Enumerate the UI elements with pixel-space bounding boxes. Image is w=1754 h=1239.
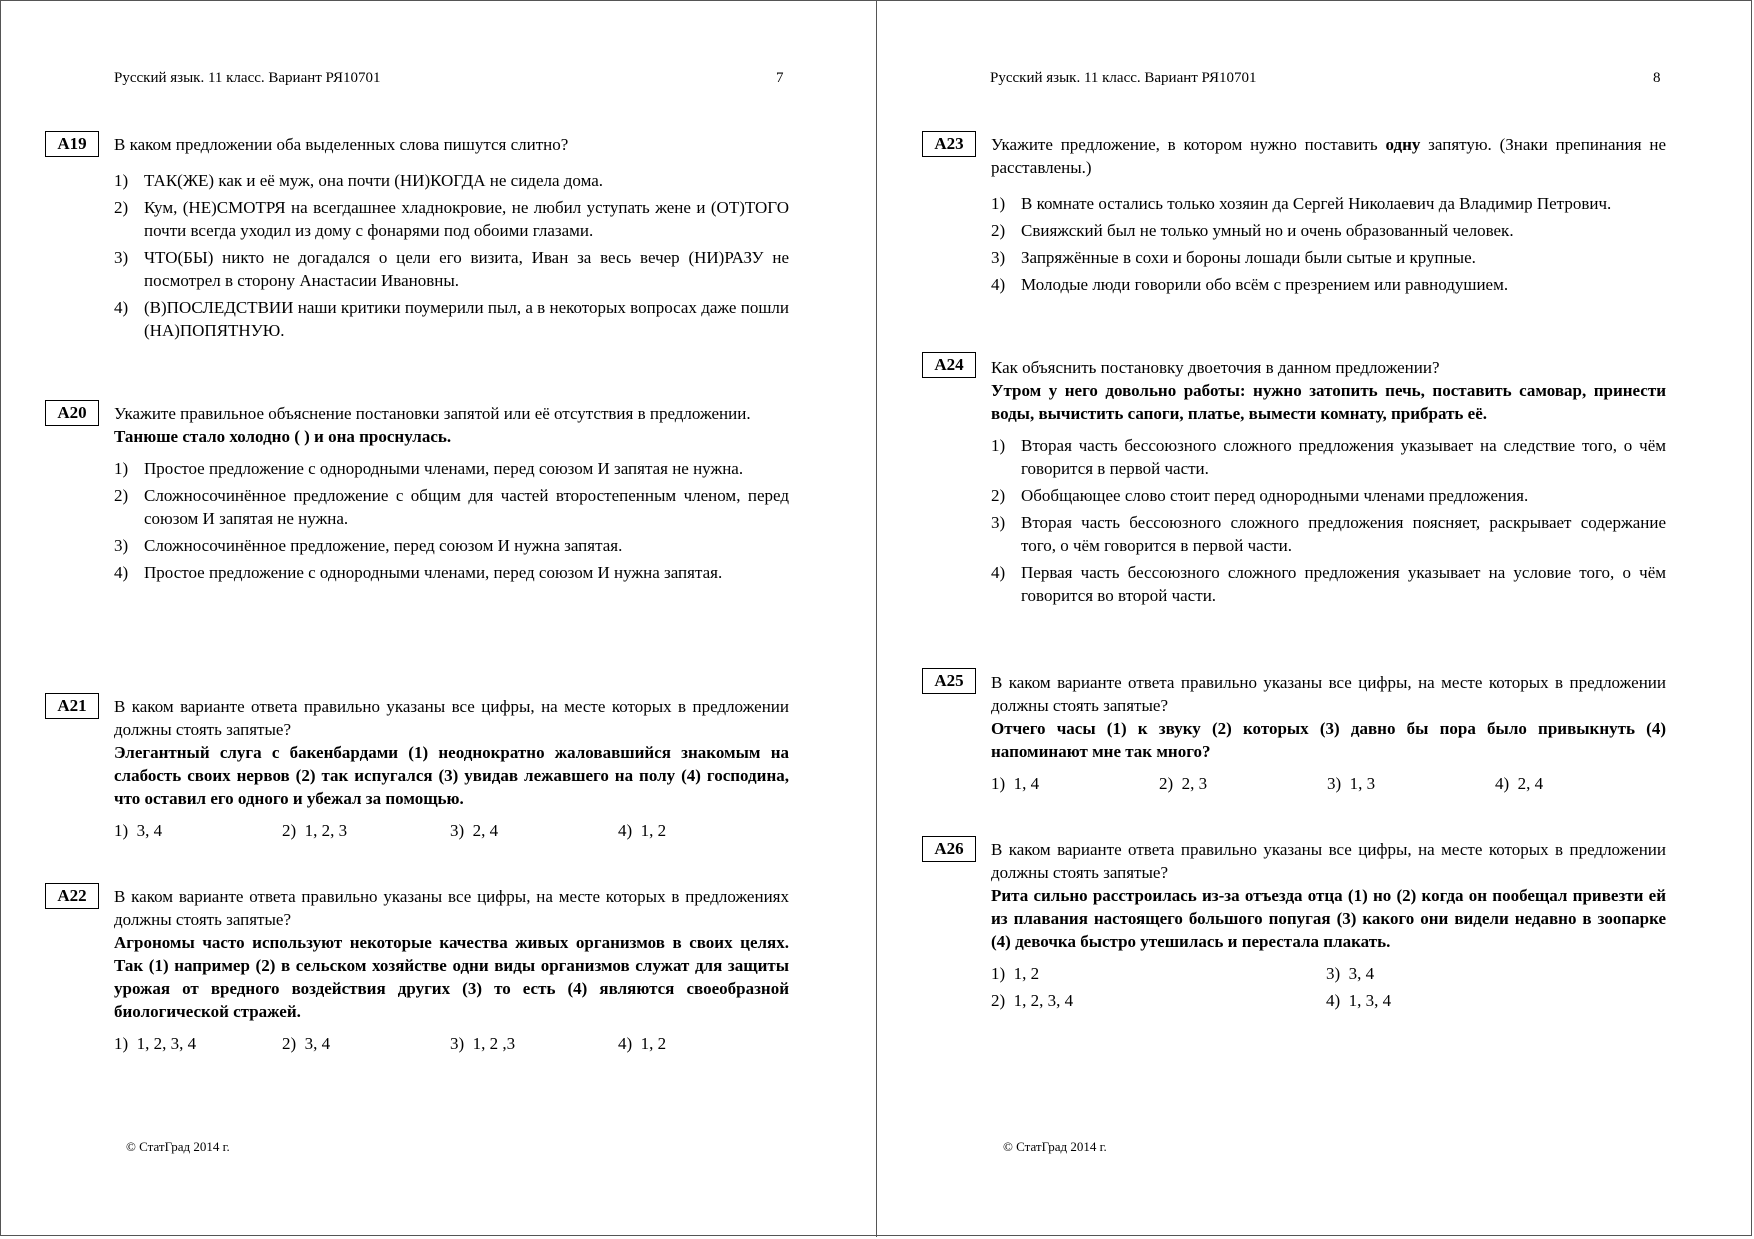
answer-option: 1) 3, 4	[114, 821, 163, 840]
right-page	[877, 0, 1753, 1237]
question-stem: В каком варианте ответа правильно указаны все цифры, на месте которых в предложении должны стоять запятые?	[114, 697, 789, 739]
page-footer: © СтатГрад 2014 г.	[126, 1139, 230, 1154]
question-sentence: Рита сильно расстроилась из-за отъезда отца (1) но (2) когда он пообещал привезти ей из плавания настоящего большого попугая (3) какого они видели недавно в зоопарке (4) девочка быстро утешилась и перестала плакать.	[991, 886, 1666, 951]
option: 1) Вторая часть бессоюзного сложного предложения указывает на следствие того, о чём говорится в первой части.	[991, 436, 1666, 478]
page-footer: © СтатГрад 2014 г.	[1003, 1139, 1107, 1154]
option: 1) ТАК(ЖЕ) как и её муж, она почти (НИ)КОГДА не сидела дома.	[114, 171, 604, 190]
question-stem: В каком варианте ответа правильно указаны все цифры, на месте которых в предложении должны стоять запятые?	[991, 673, 1666, 715]
option: 3) ЧТО(БЫ) никто не догадался о цели его визита, Иван за весь вечер (НИ)РАЗУ не посмотрел в сторону Анастасии Ивановны.	[114, 248, 789, 290]
answer-option: 1) 1, 2, 3, 4	[114, 1034, 197, 1053]
answer-option: 4) 2, 4	[1495, 774, 1544, 793]
question-number: A22	[45, 883, 99, 909]
question-stem: Укажите правильное объяснение постановки запятой или её отсутствия в предложении.	[114, 404, 751, 423]
answer-row	[114, 1032, 789, 1055]
question-stem: В каком предложении оба выделенных слова пишутся слитно?	[114, 135, 569, 154]
running-header: Русский язык. 11 класс. Вариант РЯ10701	[990, 70, 1257, 86]
question-sentence: Элегантный слуга с бакенбардами (1) неоднократно жаловавшийся знакомым на слабость своих нервов (2) так испугался (3) увидав лежавшего на полу (4) господина, что оставил его одного и убежал за помощью.	[114, 743, 789, 808]
answer-option: 2) 1, 2, 3, 4	[991, 991, 1074, 1010]
question-number: A25	[922, 668, 976, 694]
answer-option: 3) 2, 4	[450, 821, 499, 840]
option: 4) Молодые люди говорили обо всём с презрением или равнодушием.	[991, 275, 1509, 294]
page-number: 8	[1653, 70, 1661, 86]
question-number: A23	[922, 131, 976, 157]
question-sentence: Утром у него довольно работы: нужно затопить печь, поставить самовар, принести воды, вычистить сапоги, платье, вымести комнату, прибрать её.	[991, 381, 1666, 423]
answer-option: 4) 1, 2	[618, 821, 667, 840]
option: 3) Запряжённые в сохи и бороны лошади были сытые и крупные.	[991, 248, 1476, 267]
answer-option: 3) 1, 2 ,3	[450, 1034, 516, 1053]
answer-option: 3) 3, 4	[1326, 964, 1375, 983]
option: 1) Простое предложение с однородными членами, перед союзом И запятая не нужна.	[114, 459, 744, 478]
option: 4) Первая часть бессоюзного сложного предложения указывает на условие того, о чём говорится во второй части.	[991, 563, 1666, 605]
answer-option: 1) 1, 4	[991, 774, 1040, 793]
answer-option: 2) 2, 3	[1159, 774, 1208, 793]
answer-row	[114, 819, 789, 842]
question-number: A21	[45, 693, 99, 719]
question-number: A20	[45, 400, 99, 426]
question-sentence: Отчего часы (1) к звуку (2) которых (3) давно бы пора было привыкнуть (4) напоминают мне так много?	[991, 719, 1666, 761]
question-stem: В каком варианте ответа правильно указаны все цифры, на месте которых в предложении должны стоять запятые?	[991, 840, 1666, 882]
answer-grid	[991, 962, 1666, 1012]
option: 4) Простое предложение с однородными членами, перед союзом И нужна запятая.	[114, 563, 723, 582]
question-number: A19	[45, 131, 99, 157]
option: 2) Кум, (НЕ)СМОТРЯ на всегдашнее хладнокровие, не любил уступать жене и (ОТ)ТОГО почти всегда уходил из дому с фонарями под обоими глазами.	[114, 198, 789, 240]
left-page	[0, 0, 876, 1237]
option: 4) (В)ПОСЛЕДСТВИИ наши критики поумерили пыл, а в некоторых вопросах даже пошли (НА)ПОПЯТНУЮ.	[114, 298, 789, 340]
option: 2) Сложносочинённое предложение с общим для частей второстепенным членом, перед союзом И запятая не нужна.	[114, 486, 789, 528]
option: 2) Свияжский был не только умный но и очень образованный человек.	[991, 221, 1514, 240]
running-header: Русский язык. 11 класс. Вариант РЯ10701	[114, 70, 381, 86]
answer-row	[991, 772, 1666, 795]
answer-option: 4) 1, 3, 4	[1326, 991, 1392, 1010]
option: 3) Вторая часть бессоюзного сложного предложения поясняет, раскрывает содержание того, о чём говорится в первой части.	[991, 513, 1666, 555]
question-stem: Как объяснить постановку двоеточия в данном предложении?	[991, 358, 1440, 377]
question-number: A24	[922, 352, 976, 378]
answer-option: 2) 1, 2, 3	[282, 821, 348, 840]
option: 2) Обобщающее слово стоит перед однородными членами предложения.	[991, 486, 1529, 505]
answer-option: 3) 1, 3	[1327, 774, 1376, 793]
question-sentence: Агрономы часто используют некоторые качества живых организмов в своих целях. Так (1) например (2) в сельском хозяйстве одни виды организмов служат для защиты урожая от вредного воздействия других (3) то есть (4) являются своеобразной биологической стражей.	[114, 933, 789, 1021]
option: 3) Сложносочинённое предложение, перед союзом И нужна запятая.	[114, 536, 623, 555]
question-stem: Укажите предложение, в котором нужно поставить одну запятую. (Знаки препинания не расставлены.)	[991, 135, 1666, 177]
answer-option: 1) 1, 2	[991, 964, 1040, 983]
question-sentence: Танюше стало холодно ( ) и она проснулась.	[114, 427, 452, 446]
answer-option: 4) 1, 2	[618, 1034, 667, 1053]
option: 1) В комнате остались только хозяин да Сергей Николаевич да Владимир Петрович.	[991, 194, 1612, 213]
answer-option: 2) 3, 4	[282, 1034, 331, 1053]
question-number: A26	[922, 836, 976, 862]
page-number: 7	[776, 70, 784, 86]
question-stem: В каком варианте ответа правильно указаны все цифры, на месте которых в предложениях должны стоять запятые?	[114, 887, 789, 929]
